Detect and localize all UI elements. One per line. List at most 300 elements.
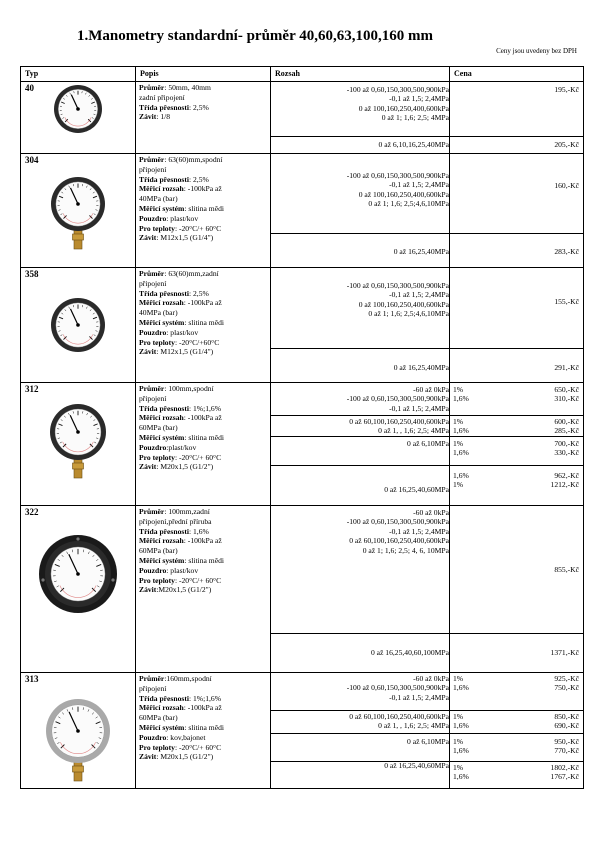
spec-key: Měřicí systém	[139, 432, 185, 442]
pressure-range: -60 až 0kPa	[413, 385, 449, 394]
spec-key: Třída přesnosti	[139, 693, 189, 703]
pressure-range: 0 až 100,160,250,400,600kPa	[358, 189, 449, 199]
description-line	[139, 694, 272, 704]
description-line	[139, 347, 272, 357]
pressure-gauge-image	[46, 77, 110, 143]
pressure-range-group	[269, 674, 449, 702]
accuracy-class: 1%	[453, 480, 464, 490]
sub-row-divider	[270, 136, 583, 137]
description-line	[139, 175, 272, 185]
price-value: 205,-Kč	[554, 140, 579, 149]
price-line	[453, 712, 579, 721]
pressure-range: -0,1 až 1,5; 2,4MPa	[389, 692, 449, 702]
spec-value: : 1/8	[156, 112, 171, 122]
spec-key: Pouzdro	[139, 327, 167, 337]
col-header-popis: Popis	[140, 69, 159, 78]
description-line	[139, 674, 272, 684]
spec-value: : 63(60)mm,spodní	[164, 155, 223, 164]
spec-value: : -20°C/+60°C	[174, 337, 220, 347]
description-line	[139, 443, 272, 453]
price-value: 700,-Kč	[554, 439, 579, 448]
spec-key: Průměr	[139, 384, 165, 393]
description-line	[139, 413, 272, 423]
row-divider	[21, 672, 583, 673]
spec-key: Měřicí systém	[139, 203, 185, 213]
col-header-cena: Cena	[454, 69, 472, 78]
pressure-range: -100 až 0,60,150,300,500,900kPa	[346, 171, 449, 180]
pressure-range: 0 až 60,100,160,250,400,600kPa	[349, 536, 449, 546]
pressure-range: 0 až 100,160,250,400,600kPa	[358, 299, 449, 309]
pressure-range: 0 až 16,25,40,60,100MPa	[370, 648, 449, 657]
spec-value: :M20x1,5 (G1/2")	[156, 585, 212, 595]
spec-value: 60MPa (bar)	[139, 546, 178, 556]
spec-value: 60MPa (bar)	[139, 713, 178, 723]
pressure-range-group	[269, 85, 449, 123]
spec-value: : M20x1,5 (G1/2")	[156, 462, 214, 472]
gauge-description	[139, 384, 272, 472]
description-line	[139, 93, 272, 103]
price-group	[453, 763, 579, 782]
spec-key: Závit	[139, 347, 157, 357]
sub-row-divider	[270, 633, 583, 634]
gauge-description	[139, 674, 272, 762]
price-line	[453, 471, 579, 480]
accuracy-class: 1,6%	[453, 471, 469, 480]
price-value: 750,-Kč	[554, 683, 579, 693]
spec-value: : slitina mědi	[184, 432, 224, 442]
pressure-range-group	[269, 247, 449, 256]
pressure-range: -60 až 0kPa	[413, 508, 449, 517]
description-line	[139, 112, 272, 122]
spec-value: : slitina mědi	[184, 203, 224, 213]
spec-value: : 1%;1,6%	[189, 403, 222, 413]
spec-key: Měřicí rozsah	[139, 298, 184, 308]
column-divider	[135, 67, 136, 788]
accuracy-class: 1,6%	[453, 683, 469, 693]
spec-value: : 2,5%	[189, 288, 209, 298]
accuracy-class: 1,6%	[453, 721, 469, 731]
spec-value: : -20°C/+ 60°C	[174, 223, 222, 233]
description-line	[139, 517, 272, 527]
pressure-range: -0,1 až 1,5; 2,4MPa	[389, 290, 449, 300]
pressure-range: 0 až 1; 1,6; 2,5;4,6,10MPa	[368, 199, 449, 209]
pressure-range-group	[269, 761, 449, 770]
price-value: 155,-Kč	[554, 297, 579, 306]
spec-key: Průměr	[139, 269, 165, 278]
pressure-range: 0 až 6,10MPa	[407, 439, 449, 448]
description-line	[139, 453, 272, 463]
pressure-gauge-image	[38, 691, 118, 789]
spec-key: Průměr	[139, 507, 165, 516]
spec-value: :160mm,spodní	[164, 674, 212, 683]
vat-note: Ceny jsou uvedeny bez DPH	[496, 47, 577, 55]
description-line	[139, 585, 272, 595]
spec-key: Pro teploty	[139, 575, 175, 585]
price-group	[453, 471, 579, 490]
accuracy-class: 1,6%	[453, 426, 469, 436]
spec-value: : -100kPa až	[183, 184, 222, 194]
pressure-range: 0 až 1, , 1,6; 2,5; 4MPa	[378, 721, 449, 731]
accuracy-class: 1,6%	[453, 746, 469, 756]
price-line	[453, 772, 579, 781]
spec-value: : -100kPa až	[183, 703, 222, 713]
spec-value: : plast/kov	[166, 213, 199, 223]
price-line	[453, 683, 579, 692]
price-group	[453, 181, 579, 190]
description-line	[139, 404, 272, 414]
description-line	[139, 723, 272, 733]
spec-value: zadní připojení	[139, 92, 185, 102]
spec-key: Závit	[139, 112, 157, 122]
price-value: 330,-Kč	[554, 448, 579, 458]
spec-key: Třída přesnosti	[139, 526, 189, 536]
pressure-gauge-image	[43, 290, 113, 362]
description-line	[139, 556, 272, 566]
spec-key: Třída přesnosti	[139, 288, 189, 298]
pressure-range: 0 až 100,160,250,400,600kPa	[358, 103, 449, 113]
spec-value: : 2,5%	[189, 102, 209, 112]
price-line	[453, 480, 579, 489]
gauge-type-label: 358	[25, 269, 39, 279]
price-value: 850,-Kč	[554, 712, 579, 721]
spec-key: Třída přesnosti	[139, 403, 189, 413]
pressure-range-group	[269, 508, 449, 555]
row-divider	[21, 382, 583, 383]
accuracy-class: 1,6%	[453, 448, 469, 458]
pressure-range: 0 až 6,10,16,25,40MPa	[378, 140, 449, 149]
spec-value: : slitina mědi	[184, 555, 224, 565]
spec-value: :plast/kov	[166, 442, 197, 452]
spec-value: připojení	[139, 278, 167, 288]
spec-value: : plast/kov	[166, 565, 199, 575]
sub-row-divider	[270, 710, 583, 711]
spec-value: : 1,6%	[189, 526, 209, 536]
description-line	[139, 184, 272, 194]
gauge-description	[139, 269, 272, 357]
price-group	[453, 674, 579, 693]
pressure-range-group	[269, 417, 449, 436]
spec-value: : 100mm,spodní	[164, 384, 214, 393]
spec-value: připojení	[139, 683, 167, 693]
description-line	[139, 194, 272, 204]
price-group	[453, 85, 579, 94]
price-value: 160,-Kč	[554, 181, 579, 190]
spec-key: Závit	[139, 233, 157, 243]
price-line	[453, 448, 579, 457]
spec-value: připojení,přední příruba	[139, 516, 212, 526]
spec-value: 60MPa (bar)	[139, 423, 178, 433]
description-line	[139, 433, 272, 443]
pressure-range-group	[269, 439, 449, 448]
price-group	[453, 140, 579, 149]
spec-value: 40MPa (bar)	[139, 308, 178, 318]
pressure-range: -100 až 0,60,150,300,500,900kPa	[346, 394, 449, 404]
pressure-range-group	[269, 485, 449, 494]
price-group	[453, 247, 579, 256]
price-group	[453, 439, 579, 458]
accuracy-class: 1%	[453, 674, 464, 683]
spec-key: Pouzdro	[139, 565, 167, 575]
description-line	[139, 384, 272, 394]
description-line	[139, 204, 272, 214]
spec-key: Pouzdro	[139, 442, 167, 452]
pressure-gauge-image	[37, 533, 119, 617]
description-line	[139, 423, 272, 433]
spec-value: : 50mm, 40mm	[164, 83, 211, 92]
price-value: 1212,-Kč	[550, 480, 579, 490]
price-group	[453, 712, 579, 731]
spec-value: : M12x1,5 (G1/4")	[156, 347, 214, 357]
price-line	[453, 763, 579, 772]
description-line	[139, 703, 272, 713]
spec-value: : kov,bajonet	[166, 732, 206, 742]
pressure-range-group	[269, 648, 449, 657]
pressure-range: -100 až 0,60,150,300,500,900kPa	[346, 281, 449, 290]
price-group	[453, 385, 579, 404]
spec-key: Průměr	[139, 674, 165, 683]
price-value: 770,-Kč	[554, 746, 579, 756]
spec-key: Průměr	[139, 155, 165, 164]
sub-row-divider	[270, 415, 583, 416]
description-line	[139, 713, 272, 723]
price-value: 650,-Kč	[554, 385, 579, 394]
description-line	[139, 462, 272, 472]
pressure-range: -0,1 až 1,5; 2,4MPa	[389, 180, 449, 190]
spec-key: Měřicí systém	[139, 722, 185, 732]
price-line	[453, 394, 579, 403]
spec-value: : 1%;1,6%	[189, 693, 222, 703]
accuracy-class: 1%	[453, 712, 464, 721]
pressure-range: 0 až 60,100,160,250,400,600kPa	[349, 712, 449, 721]
gauge-type-label: 313	[25, 674, 39, 684]
pressure-range-group	[269, 140, 449, 149]
description-line	[139, 684, 272, 694]
description-line	[139, 394, 272, 404]
pressure-range: 0 až 1; 1,6; 2,5;4,6,10MPa	[368, 309, 449, 319]
pressure-range: 0 až 16,25,40,60MPa	[384, 485, 449, 494]
pressure-range: 0 až 1; 1,6; 2,5; 4, 6, 10MPa	[362, 545, 449, 555]
description-line	[139, 298, 272, 308]
description-line	[139, 83, 272, 93]
sub-row-divider	[270, 465, 583, 466]
price-value: 855,-Kč	[554, 565, 579, 574]
spec-value: : M12x1,5 (G1/4")	[156, 233, 214, 243]
description-line	[139, 733, 272, 743]
pressure-range: 0 až 60,100,160,250,400,600kPa	[349, 417, 449, 426]
price-group	[453, 363, 579, 372]
row-divider	[21, 153, 583, 154]
spec-value: : slitina mědi	[184, 317, 224, 327]
description-line	[139, 224, 272, 234]
pressure-range-group	[269, 281, 449, 319]
description-line	[139, 165, 272, 175]
price-line	[453, 721, 579, 730]
price-table	[20, 66, 584, 789]
spec-key: Měřicí systém	[139, 555, 185, 565]
spec-value: : slitina mědi	[184, 722, 224, 732]
price-line	[453, 385, 579, 394]
spec-key: Pro teploty	[139, 742, 175, 752]
pressure-range: 0 až 6,10MPa	[407, 737, 449, 746]
spec-key: Pro teploty	[139, 223, 175, 233]
spec-key: Měřicí rozsah	[139, 184, 184, 194]
pressure-gauge-image	[42, 396, 114, 486]
gauge-description	[139, 155, 272, 243]
spec-key: Pro teploty	[139, 452, 175, 462]
spec-key: Měřicí systém	[139, 317, 185, 327]
pressure-range-group	[269, 363, 449, 372]
col-header-rozsah: Rozsah	[275, 69, 300, 78]
price-value: 925,-Kč	[554, 674, 579, 683]
spec-key: Měřicí rozsah	[139, 536, 184, 546]
pressure-range: -0,1 až 1,5; 2,4MPa	[389, 94, 449, 104]
accuracy-class: 1%	[453, 737, 464, 746]
gauge-type-label: 304	[25, 155, 39, 165]
spec-value: : -20°C/+ 60°C	[174, 575, 222, 585]
gauge-type-label: 322	[25, 507, 39, 517]
description-line	[139, 308, 272, 318]
accuracy-class: 1%	[453, 417, 464, 426]
gauge-description	[139, 507, 272, 595]
description-line	[139, 103, 272, 113]
price-group	[453, 737, 579, 756]
spec-value: : 2,5%	[189, 174, 209, 184]
description-line	[139, 318, 272, 328]
price-group	[453, 417, 579, 436]
sub-row-divider	[270, 233, 583, 234]
price-value: 1802,-Kč	[550, 763, 579, 772]
spec-value: : 63(60)mm,zadní	[164, 269, 219, 278]
pressure-range: 0 až 16,25,40,60MPa	[384, 761, 449, 770]
spec-key: Třída přesnosti	[139, 174, 189, 184]
price-value: 600,-Kč	[554, 417, 579, 426]
pressure-range: -100 až 0,60,150,300,500,900kPa	[346, 517, 449, 527]
description-line	[139, 536, 272, 546]
spec-value: : -20°C/+ 60°C	[174, 452, 222, 462]
column-divider	[449, 67, 450, 788]
spec-value: : -20°C/+ 60°C	[174, 742, 222, 752]
price-group	[453, 297, 579, 306]
price-value: 1767,-Kč	[550, 772, 579, 782]
description-line	[139, 743, 272, 753]
pressure-range: -60 až 0kPa	[413, 674, 449, 683]
accuracy-class: 1,6%	[453, 394, 469, 404]
description-line	[139, 269, 272, 279]
pressure-range: -0,1 až 1,5; 2,4MPa	[389, 526, 449, 536]
pressure-range: -100 až 0,60,150,300,500,900kPa	[346, 683, 449, 693]
description-line	[139, 507, 272, 517]
price-group	[453, 565, 579, 574]
spec-key: Měřicí rozsah	[139, 703, 184, 713]
pressure-range-group	[269, 385, 449, 413]
price-line	[453, 426, 579, 435]
spec-key: Závit	[139, 462, 157, 472]
pressure-range-group	[269, 737, 449, 746]
row-divider	[21, 267, 583, 268]
sub-row-divider	[270, 436, 583, 437]
sub-row-divider	[270, 348, 583, 349]
price-line	[453, 737, 579, 746]
pressure-range: -0,1 až 1,5; 2,4MPa	[389, 403, 449, 413]
col-header-typ: Typ	[25, 69, 39, 78]
description-line	[139, 752, 272, 762]
price-value: 962,-Kč	[554, 471, 579, 480]
pressure-range: 0 až 1, , 1,6; 2,5; 4MPa	[378, 426, 449, 436]
spec-value: : -100kPa až	[183, 413, 222, 423]
spec-key: Měřicí rozsah	[139, 413, 184, 423]
spec-value: : M20x1,5 (G1/2")	[156, 752, 214, 762]
pressure-range: 0 až 1; 1,6; 2,5; 4MPa	[381, 113, 449, 123]
spec-key: Závit	[139, 585, 157, 595]
description-line	[139, 233, 272, 243]
description-line	[139, 155, 272, 165]
gauge-type-label: 312	[25, 384, 39, 394]
description-line	[139, 576, 272, 586]
spec-key: Pro teploty	[139, 337, 175, 347]
page-title: 1.Manometry standardní- průměr 40,60,63,100,160 mm	[77, 28, 433, 44]
row-divider	[21, 505, 583, 506]
description-line	[139, 289, 272, 299]
price-line	[453, 746, 579, 755]
price-value: 690,-Kč	[554, 721, 579, 731]
spec-key: Třída přesnosti	[139, 102, 189, 112]
accuracy-class: 1,6%	[453, 772, 469, 782]
price-value: 1371,-Kč	[550, 648, 579, 657]
pressure-range: 0 až 16,25,40MPa	[393, 247, 449, 256]
gauge-type-label: 40	[25, 83, 34, 93]
price-group	[453, 648, 579, 657]
spec-value: : -100kPa až	[183, 536, 222, 546]
pressure-gauge-image	[43, 169, 113, 257]
price-value: 285,-Kč	[554, 426, 579, 436]
pressure-range-group	[269, 171, 449, 209]
pressure-range: -100 až 0,60,150,300,500,900kPa	[346, 85, 449, 94]
description-line	[139, 566, 272, 576]
spec-value: : plast/kov	[166, 327, 199, 337]
accuracy-class: 1%	[453, 439, 464, 448]
price-line	[453, 417, 579, 426]
price-value: 310,-Kč	[554, 394, 579, 404]
spec-key: Průměr	[139, 83, 165, 92]
spec-value: připojení	[139, 164, 167, 174]
pressure-range-group	[269, 712, 449, 731]
price-value: 283,-Kč	[554, 247, 579, 256]
accuracy-class: 1%	[453, 763, 464, 772]
pressure-range: 0 až 16,25,40MPa	[393, 363, 449, 372]
accuracy-class: 1%	[453, 385, 464, 394]
spec-key: Závit	[139, 752, 157, 762]
spec-value: : -100kPa až	[183, 298, 222, 308]
description-line	[139, 527, 272, 537]
gauge-description	[139, 83, 272, 122]
description-line	[139, 338, 272, 348]
price-value: 950,-Kč	[554, 737, 579, 746]
sub-row-divider	[270, 733, 583, 734]
price-line	[453, 674, 579, 683]
price-value: 291,-Kč	[554, 363, 579, 372]
description-line	[139, 214, 272, 224]
description-line	[139, 328, 272, 338]
spec-value: připojení	[139, 393, 167, 403]
spec-key: Pouzdro	[139, 213, 167, 223]
spec-value: : 100mm,zadní	[164, 507, 210, 516]
description-line	[139, 279, 272, 289]
price-value: 195,-Kč	[554, 85, 579, 94]
description-line	[139, 546, 272, 556]
price-line	[453, 439, 579, 448]
spec-value: 40MPa (bar)	[139, 194, 178, 204]
spec-key: Pouzdro	[139, 732, 167, 742]
